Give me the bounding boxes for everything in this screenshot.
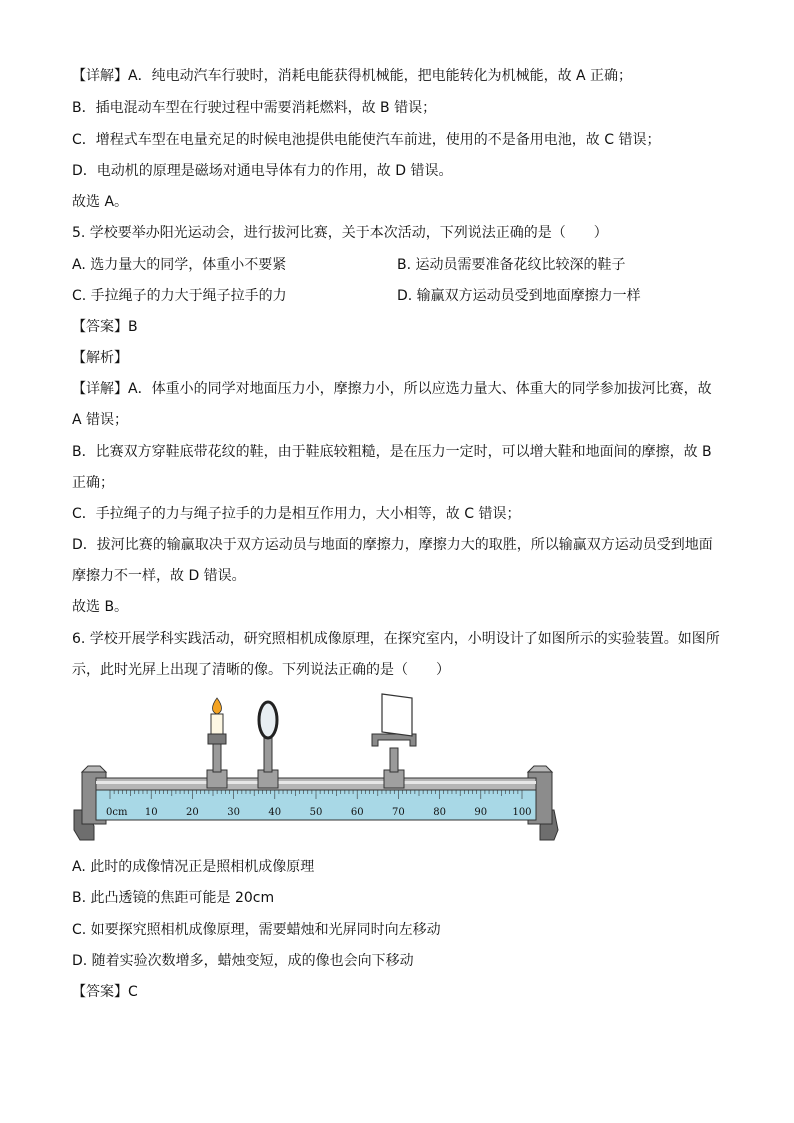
convex-lens [259,702,277,738]
ruler-label: 0cm [106,807,128,818]
q4-explain-b: B．插电混动车型在行驶过程中需要消耗燃料，故 B 错误； [72,100,437,116]
ruler-label: 30 [227,807,240,818]
candle-holder [207,698,227,788]
ruler-label: 60 [350,807,364,818]
q5-option-a: A. 选力量大的同学，体重小不要紧 [72,257,287,273]
q5-explain-a: 【详解】A．体重小的同学对地面压力小，摩擦力小，所以应选力量大、体重大的同学参加拔河比赛，故 [72,381,712,397]
light-screen-holder [372,694,416,788]
q6-stem-line2: 示，此时光屏上出现了清晰的像。下列说法正确的是（ ） [72,662,450,678]
ruler-label: 20 [186,807,199,818]
q6-stem-line1: 6. 学校开展学科实践活动，研究照相机成像原理，在探究室内，小明设计了如图所示的实验装置。如图所 [72,631,720,647]
q5-answer: 【答案】B [72,319,138,335]
q5-explain-d-cont: 摩擦力不一样，故 D 错误。 [72,568,246,584]
q5-analysis-heading: 【解析】 [72,350,128,366]
q6-option-d: D. 随着实验次数增多，蜡烛变短，成的像也会向下移动 [72,953,414,969]
ruler-label: 90 [474,807,488,818]
q5-conclusion: 故选 B。 [72,599,129,615]
q5-stem: 5. 学校要举办阳光运动会，进行拔河比赛，关于本次活动，下列说法正确的是（ ） [72,225,608,241]
q5-explain-c: C．手拉绳子的力与绳子拉手的力是相互作用力，大小相等，故 C 错误； [72,506,521,522]
ruler-label: 80 [433,807,446,818]
ruler-label: 100 [512,807,532,818]
q5-option-b: B. 运动员需要准备花纹比较深的鞋子 [397,257,626,273]
optical-bench-diagram [72,690,562,850]
q6-option-b: B. 此凸透镜的焦距可能是 20cm [72,890,275,906]
ruler-label: 10 [144,807,158,818]
q4-explain-a: 【详解】A．纯电动汽车行驶时，消耗电能获得机械能，把电能转化为机械能，故 A 正确； [72,68,633,84]
q5-option-c: C. 手拉绳子的力大于绳子拉手的力 [72,288,287,304]
convex-lens-holder [258,702,278,788]
q5-explain-b: B．比赛双方穿鞋底带花纹的鞋，由于鞋底较粗糙，是在压力一定时，可以增大鞋和地面间的摩擦，故 B [72,444,712,460]
q4-explain-c: C．增程式车型在电量充足的时候电池提供电能使汽车前进，使用的不是备用电池，故 C 错误； [72,132,661,148]
light-screen [382,694,412,736]
ruler-label: 50 [309,807,323,818]
q5-explain-d: D．拔河比赛的输赢取决于双方运动员与地面的摩擦力，摩擦力大的取胜，所以输赢双方运动员受到地面 [72,537,713,553]
q6-option-c: C. 如要探究照相机成像原理，需要蜡烛和光屏同时向左移动 [72,922,441,938]
q4-explain-d: D．电动机的原理是磁场对通电导体有力的作用，故 D 错误。 [72,163,453,179]
q5-option-d: D. 输赢双方运动员受到地面摩擦力一样 [397,288,641,304]
q6-answer: 【答案】C [72,984,138,1000]
q6-option-a: A. 此时的成像情况正是照相机成像原理 [72,859,315,875]
ruler-label: 40 [268,807,282,818]
q5-explain-b-cont: 正确； [72,475,114,491]
q4-conclusion: 故选 A。 [72,194,129,210]
candle [211,714,223,734]
candle-flame [213,698,222,714]
ruler-label: 70 [392,807,405,818]
q5-explain-a-cont: A 错误； [72,412,129,428]
